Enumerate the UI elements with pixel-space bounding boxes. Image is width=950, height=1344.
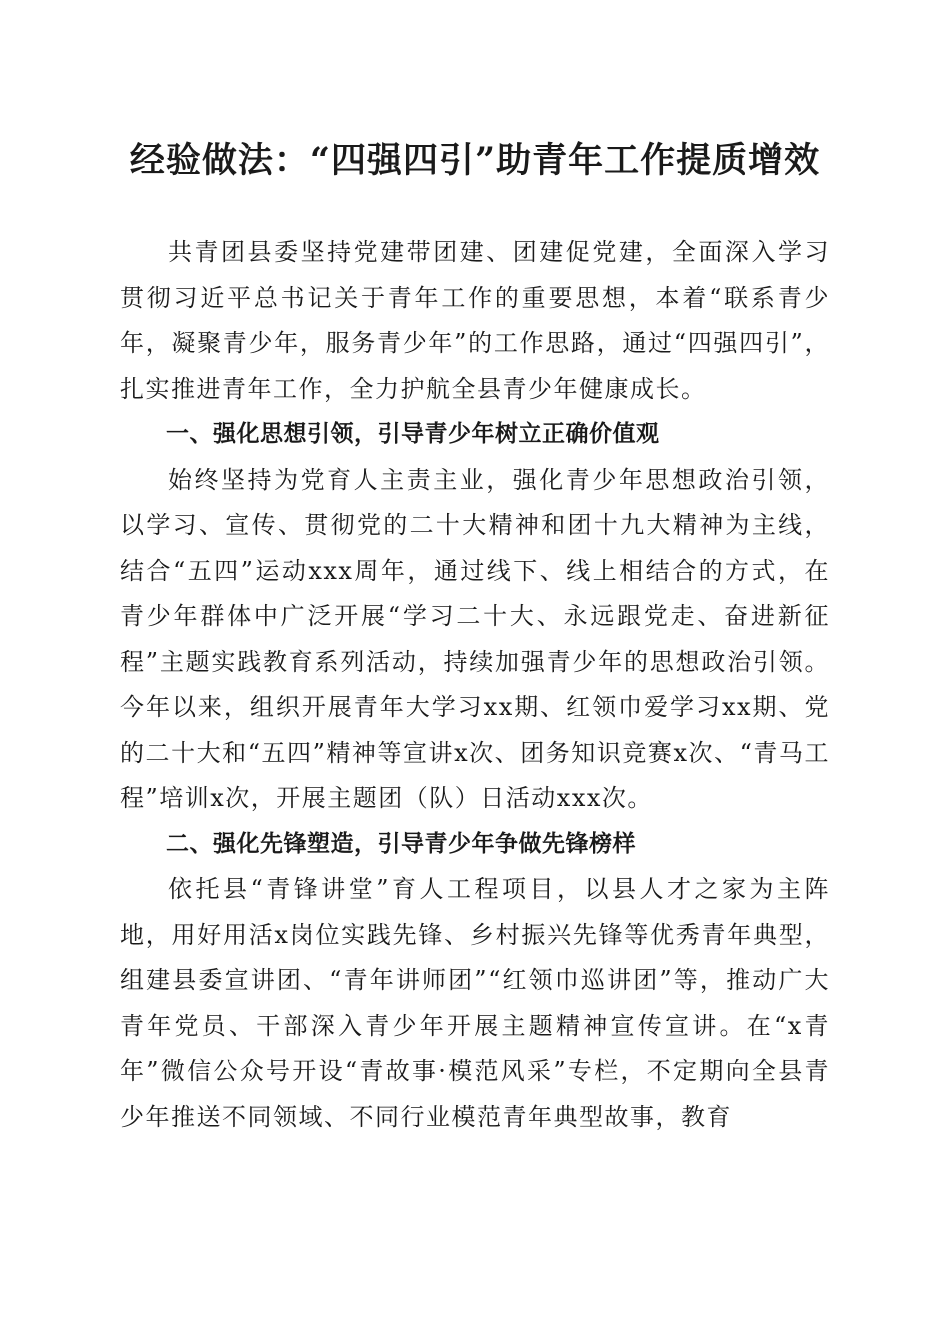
section-heading-1: 一、强化思想引领，引导青少年树立正确价值观 — [166, 421, 660, 447]
document-body — [120, 230, 830, 1140]
section-heading-2: 二、强化先锋塑造，引导青少年争做先锋榜样 — [166, 830, 636, 857]
section-paragraph-2: 依托县“青锋讲堂”育人工程项目，以县人才之家为主阵地，用好用活x岗位实践先锋、乡村振兴先锋等优秀青年典型，组建县委宣讲团、“青年讲师团”“红领巾巡讲团”等，推动广大青年党员、干部深入青少年开展主题精神宣传宣讲。在“x青年”微信公众号开设“青故事·模范风采”专栏，不定期向全县青少年推送不同领域、不同行业模范青年典型故事，教育 — [120, 875, 830, 1131]
intro-paragraph: 共青团县委坚持党建带团建、团建促党建，全面深入学习贯彻习近平总书记关于青年工作的重要思想，本着“联系青少年，凝聚青少年，服务青少年”的工作思路，通过“四强四引”，扎实推进青年工作，全力护航全县青少年健康成长。 — [120, 238, 830, 403]
section-paragraph-1: 始终坚持为党育人主责主业，强化青少年思想政治引领，以学习、宣传、贯彻党的二十大精神和团十九大精神为主线，结合“五四”运动xxx周年，通过线下、线上相结合的方式，在青少年群体中广泛开展“学习二十大、永远跟党走、奋进新征程”主题实践教育系列活动，持续加强青少年的思想政治引领。今年以来，组织开展青年大学习xx期、红领巾爱学习xx期、党的二十大和“五四”精神等宣讲x次、团务知识竞赛x次、“青马工程”培训x次，开展主题团（队）日活动xxx次。 — [120, 465, 830, 812]
document-title: 经验做法：“四强四引”助青年工作提质增效 — [129, 140, 821, 181]
